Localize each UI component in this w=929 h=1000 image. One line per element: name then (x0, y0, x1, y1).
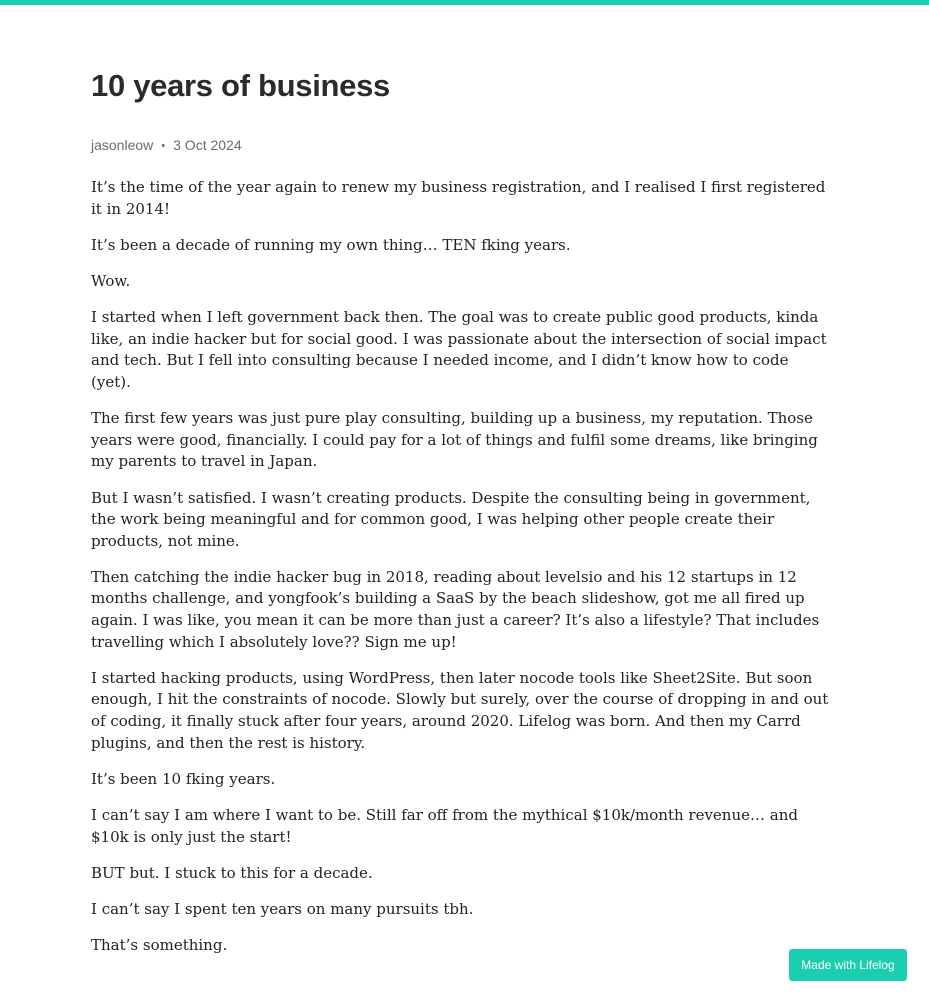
post-paragraph: I can’t say I am where I want to be. Still far off from the mythical $10k/month revenue… and $10k is only just the start! (91, 806, 798, 846)
post-paragraph: I started when I left government back then. The goal was to create public good products, kinda like, an indie hacker but for social good. I was passionate about the intersection of social impact and tech. But I fell into consulting because I needed income, and I didn’t know how to code (yet). (91, 308, 827, 391)
post-paragraph: Wow. (91, 271, 131, 290)
post-paragraph: The first few years was just pure play consulting, building up a business, my reputation. Those years were good, financially. I could pay for a lot of things and fulfil some dreams, like bringing my parents to travel in Japan. (91, 409, 818, 471)
post-paragraph: Then catching the indie hacker bug in 2018, reading about levelsio and his 12 startups in 12 months challenge, and yongfook’s building a SaaS by the beach slideshow, got me all fired up again. I was like, you mean it can be more than just a career? It’s also a lifestyle? That includes travelling which I absolutely love?? Sign me up! (91, 567, 820, 651)
post-paragraph: I started hacking products, using WordPress, then later nocode tools like Sheet2Site. But soon enough, I hit the constraints of nocode. Slowly but surely, over the course of dropping in and out of coding, it finally stuck after four years, around 2020. Lifelog was born. And then my Carrd plugins, and then the rest is history. (91, 668, 829, 752)
post-date: 3 Oct 2024 (173, 137, 242, 153)
post-meta (91, 137, 242, 153)
post-paragraph: It’s been a decade of running my own thing… TEN fking years. (91, 235, 571, 254)
post-paragraph: That’s something. (91, 936, 228, 955)
made-with-lifelog-button[interactable]: Made with Lifelog (789, 949, 907, 981)
post-paragraph: BUT but. I stuck to this for a decade. (91, 863, 373, 882)
post-paragraph: It’s the time of the year again to renew my business registration, and I realised I first registered it in 2014! (91, 178, 826, 218)
post-paragraph: But I wasn’t satisfied. I wasn’t creating products. Despite the consulting being in government, the work being meaningful and for common good, I was helping other people create their products, not mine. (91, 488, 811, 550)
post-title: 10 years of business (91, 68, 390, 103)
meta-separator: • (161, 140, 166, 152)
post-author[interactable]: jasonleow (91, 137, 154, 153)
post-body (91, 177, 831, 971)
top-accent-bar (0, 0, 929, 5)
post-paragraph: I can’t say I spent ten years on many pursuits tbh. (91, 899, 474, 918)
post-paragraph: It’s been 10 fking years. (91, 769, 276, 788)
